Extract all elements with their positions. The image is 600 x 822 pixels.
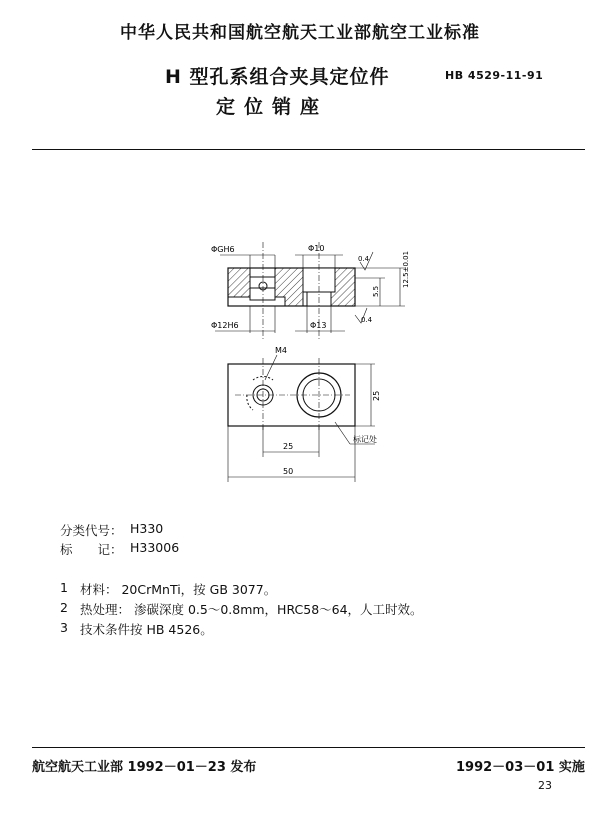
marking-value: H33006: [130, 540, 180, 555]
dim-50: 50: [283, 467, 294, 476]
class-code-value: H330: [130, 521, 164, 536]
dim-25-horizontal: 25: [283, 442, 294, 451]
document-title: H 型孔系组合夹具定位件: [165, 66, 390, 88]
note-2-number: 2: [60, 600, 68, 615]
thread-label: M4: [275, 346, 287, 355]
mark-note: 标记处: [353, 435, 377, 444]
note-3-text: 技术条件按 HB 4526。: [80, 622, 213, 637]
roughness-bottom: 0.4: [361, 316, 373, 324]
standard-number: HB 4529-11-91: [445, 69, 544, 82]
dim-height-tol: 12.5±0.01: [402, 250, 410, 288]
document-subtitle: 定位销座: [216, 96, 329, 118]
note-1-text: 材料： 20CrMnTi，按 GB 3077。: [80, 582, 277, 597]
class-code-label: 分类代号：: [60, 523, 123, 538]
bottom-rule: [32, 747, 585, 748]
issue-date: 航空航天工业部 1992－01－23 发布: [32, 760, 257, 775]
plan-view: [228, 355, 355, 432]
dim-phi-12: Φ12H6: [211, 321, 239, 330]
dim-25-vertical: 25: [372, 390, 381, 401]
technical-drawing: [195, 222, 425, 492]
dim-phi-10: Φ10: [308, 244, 325, 253]
note-3-number: 3: [60, 620, 68, 635]
dim-phi-g: ΦGH6: [211, 245, 235, 254]
top-rule: [32, 149, 585, 150]
issuing-org-header: 中华人民共和国航空航天工业部航空工业标准: [120, 23, 480, 43]
note-2-text: 热处理： 渗碳深度 0.5～0.8mm，HRC58～64，人工时效。: [80, 602, 423, 617]
effective-date: 1992－03－01 实施: [456, 760, 585, 775]
dim-height-5-5: 5.5: [372, 285, 380, 297]
dim-phi-13: Φ13: [310, 321, 327, 330]
page-number: 23: [538, 779, 552, 792]
roughness-top: 0.4: [358, 255, 370, 263]
section-view: [228, 242, 355, 340]
marking-label: 标 记：: [60, 542, 123, 557]
note-1-number: 1: [60, 580, 68, 595]
